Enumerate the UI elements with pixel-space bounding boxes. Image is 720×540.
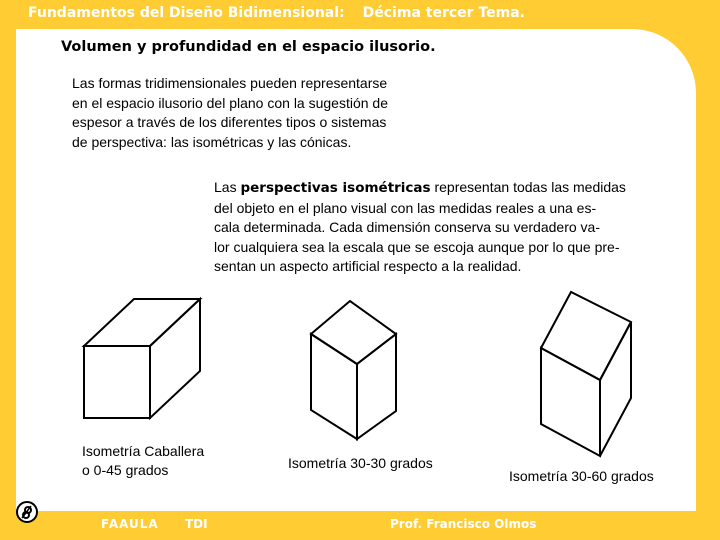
isometric-line: del objeto en el plano visual con las medidas reales a una es- bbox=[214, 199, 597, 216]
intro-line: espesor a través de los diferentes tipos o sistemas bbox=[72, 114, 387, 130]
bold-term: perspectivas isométricas bbox=[240, 180, 431, 196]
cavalier-cube-drawing bbox=[84, 299, 200, 418]
footer-org: FAAULA bbox=[101, 517, 159, 531]
text-suffix: representan todas las medidas bbox=[430, 179, 626, 195]
course-title: Fundamentos del Diseño Bidimensional: bbox=[28, 5, 345, 21]
text-prefix: Las bbox=[214, 179, 241, 195]
isometric-line: lor cualquiera sea la escala que se escoja aunque por lo que pre- bbox=[214, 238, 620, 255]
next-slide-button[interactable] bbox=[16, 501, 38, 523]
iso-30-30-cube-drawing bbox=[311, 301, 396, 439]
slide-title: Volumen y profundidad en el espacio ilusorio. bbox=[61, 39, 436, 55]
intro-line: de perspectiva: las isométricas y las cónicas. bbox=[72, 133, 352, 150]
iso-30-60-cube-drawing bbox=[541, 292, 631, 456]
caption-line: Isometría Caballera bbox=[82, 443, 205, 459]
topic-title: Décima tercer Tema. bbox=[362, 5, 525, 21]
intro-line: en el espacio ilusorio del plano con la sugestión de bbox=[72, 94, 388, 111]
intro-line: Las formas tridimensionales pueden representarse bbox=[72, 75, 388, 91]
footer-author: Prof. Francisco Olmos bbox=[390, 517, 537, 531]
isometric-line: sentan un aspecto artificial respecto a la realidad. bbox=[214, 258, 522, 274]
caption-iso-30-30: Isometría 30-30 grados bbox=[288, 455, 433, 471]
caption-cavalier bbox=[82, 442, 204, 480]
caption-iso-30-60: Isometría 30-60 grados bbox=[509, 468, 654, 484]
isometric-line: cala determinada. Cada dimensión conserva su verdadero va- bbox=[214, 219, 600, 235]
caption-line: o 0-45 grados bbox=[82, 462, 169, 478]
footer-subject: TDI bbox=[185, 517, 208, 531]
next-slide-icon bbox=[18, 503, 36, 521]
